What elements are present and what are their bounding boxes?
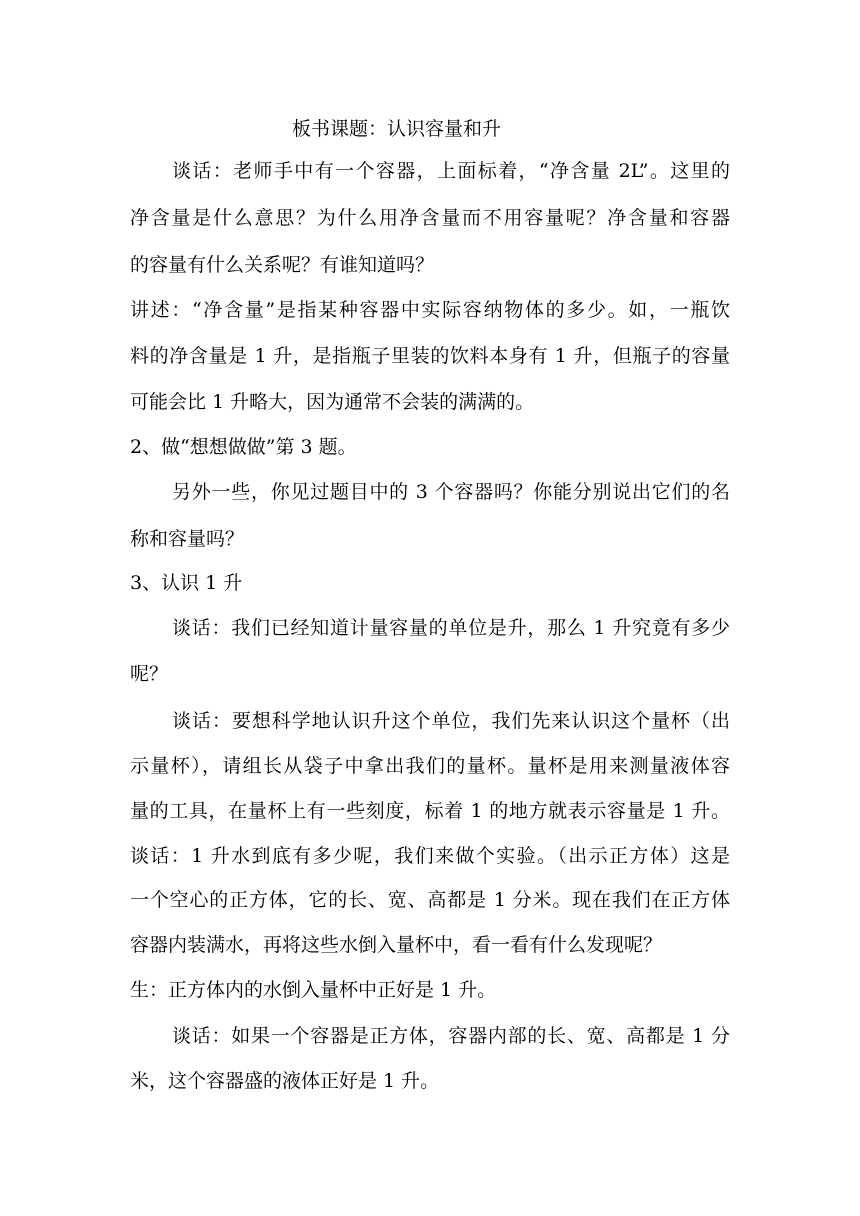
paragraph-line: 容器内装满水，再将这些水倒入量杯中，看一看有什么发现呢？ [130,934,663,956]
paragraph-line: 呢？ [130,663,169,685]
paragraph-line: 谈话：如果一个容器是正方体，容器内部的长、宽、高都是 1 分 [172,1025,730,1047]
paragraph-line: 料的净含量是 1 升，是指瓶子里装的饮料本身有 1 升，但瓶子的容量 [130,345,730,367]
paragraph-line: 讲述：“净含量”是指某种容器中实际容纳物体的多少。如，一瓶饮 [130,299,730,321]
document-title: 板书课题：认识容量和升 [292,118,502,140]
paragraph-line: 谈话：老师手中有一个容器，上面标着，“净含量 2L”。这里的 [172,160,730,182]
paragraph-line: 生：正方体内的水倒入量杯中正好是 1 升。 [130,979,497,1001]
paragraph-line: 示量杯），请组长从袋子中拿出我们的量杯。量杯是用来测量液体容 [130,755,730,777]
section-heading: 2、做“想想做做”第 3 题。 [130,436,357,458]
section-heading: 3、认识 1 升 [130,572,243,594]
paragraph-line: 称和容量吗？ [130,528,245,550]
paragraph-line: 谈话：1 升水到底有多少呢，我们来做个实验。（出示正方体）这是 [130,845,730,867]
paragraph-line: 谈话：我们已经知道计量容量的单位是升，那么 1 升究竟有多少 [172,617,730,639]
paragraph-line: 量的工具，在量杯上有一些刻度，标着 1 的地方就表示容量是 1 升。 [130,800,730,822]
paragraph-line: 另外一些，你见过题目中的 3 个容器吗？你能分别说出它们的名 [172,481,730,503]
paragraph-line: 米，这个容器盛的液体正好是 1 升。 [130,1070,440,1092]
paragraph-line: 谈话：要想科学地认识升这个单位，我们先来认识这个量杯（出 [172,710,730,732]
paragraph-line: 净含量是什么意思？为什么用净含量而不用容量呢？净含量和容器 [130,207,730,229]
paragraph-line: 的容量有什么关系呢？有谁知道吗？ [130,254,435,276]
paragraph-line: 可能会比 1 升略大，因为通常不会装的满满的。 [130,391,535,413]
paragraph-line: 一个空心的正方体，它的长、宽、高都是 1 分米。现在我们在正方体 [130,889,730,911]
